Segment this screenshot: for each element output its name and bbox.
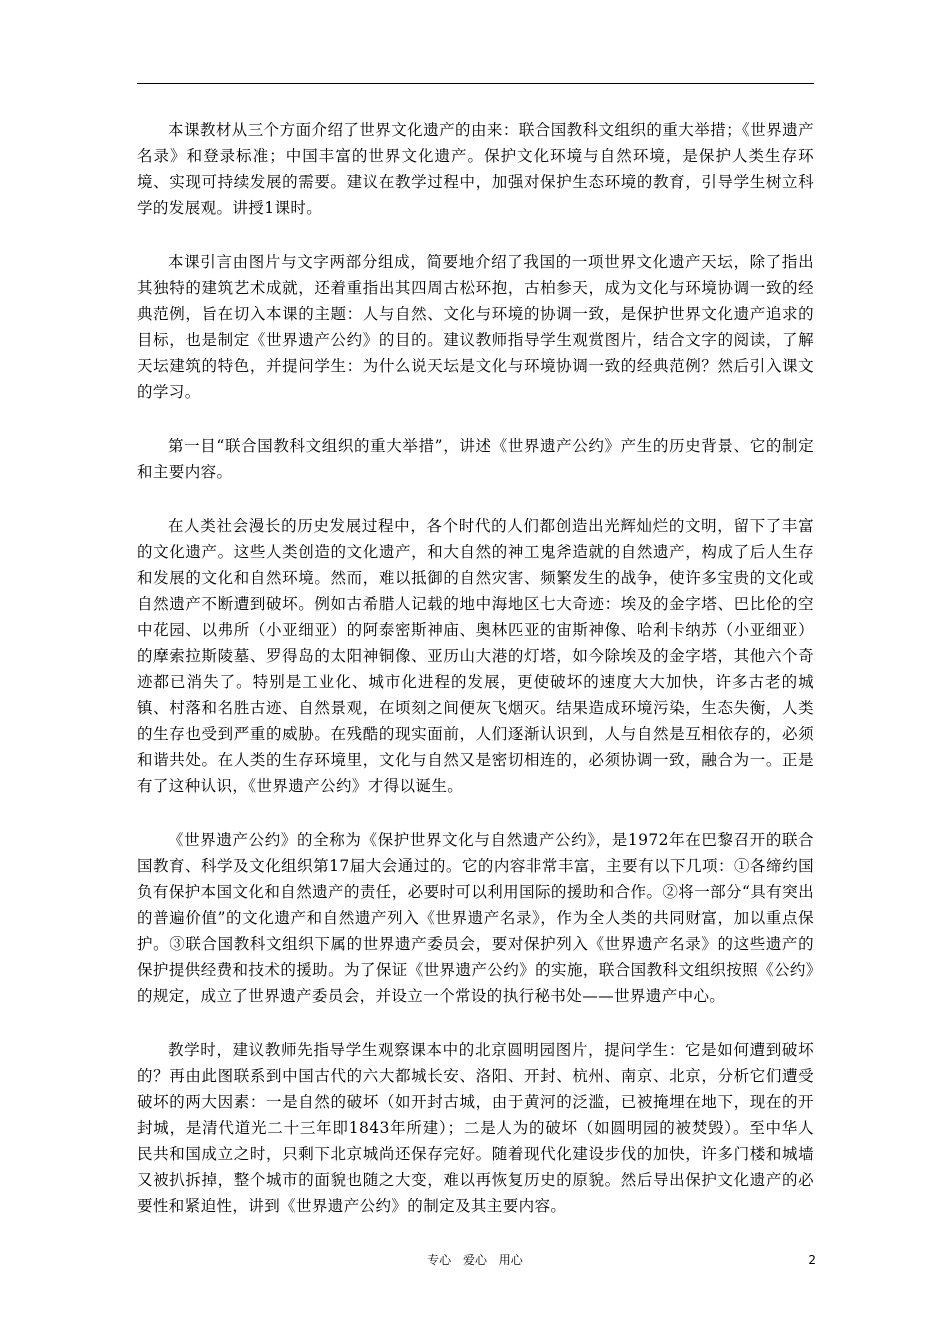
paragraph-intro: 本课教材从三个方面介绍了世界文化遗产的由来：联合国教科文组织的重大举措；《世界遗产名录》和登录标准；中国丰富的世界文化遗产。保护文化环境与自然环境，是保护人类生存环境、实现可持续发展的需要。建议在教学过程中，加强对保护生态环境的教育，引导学生树立科学的发展观。讲授1课时。 (137, 121, 814, 217)
paragraph-section-one: 第一目“联合国教科文组织的重大举措”，讲述《世界遗产公约》产生的历史背景、它的制定和主要内容。 (137, 437, 814, 481)
page-footer (0, 1250, 950, 1270)
paragraph-convention: 《世界遗产公约》的全称为《保护世界文化与自然遗产公约》，是1972年在巴黎召开的联合国教育、科学及文化组织第17届大会通过的。它的内容非常丰富，主要有以下几项：①各缔约国负有保护本国文化和自然遗产的责任，必要时可以利用国际的援助和合作。②将一部分“具有突出的普遍价值”的文化遗产和自然遗产列入《世界遗产名录》，作为全人类的共同财富，加以重点保护。③联合国教科文组织下属的世界遗产委员会，要对保护列入《世界遗产名录》的这些遗产的保护提供经费和技术的援助。为了保证《世界遗产公约》的实施，联合国教科文组织按照《公约》的规定，成立了世界遗产委员会，并设立一个常设的执行秘书处——世界遗产中心。 (137, 831, 814, 1005)
paragraph-teaching: 教学时，建议教师先指导学生观察课本中的北京圆明园图片，提问学生：它是如何遭到破坏的？再由此图联系到中国古代的六大都城长安、洛阳、开封、杭州、南京、北京，分析它们遭受破坏的两大因素：一是自然的破坏（如开封古城，由于黄河的泛滥，已被掩埋在地下，现在的开封城，是清代道光二十三年即1843年所建）；二是人为的破坏（如圆明园的被焚毁）。至中华人民共和国成立之时，只剩下北京城尚还保存完好。随着现代化建设步伐的加快，许多门楼和城墙又被扒拆掉，整个城市的面貌也随之大变，难以再恢复历史的原貌。然后导出保护文化遗产的必要性和紧迫性，讲到《世界遗产公约》的制定及其主要内容。 (137, 1041, 814, 1215)
paragraph-background: 在人类社会漫长的历史发展过程中，各个时代的人们都创造出光辉灿烂的文明，留下了丰富的文化遗产。这些人类创造的文化遗产，和大自然的神工鬼斧造就的自然遗产，构成了后人生存和发展的文化和自然环境。然而，难以抵御的自然灾害、频繁发生的战争，使许多宝贵的文化或自然遗产不断遭到破坏。例如古希腊人记载的地中海地区七大奇迹：埃及的金字塔、巴比伦的空中花园、以弗所（小亚细亚）的阿泰密斯神庙、奥林匹亚的宙斯神像、哈利卡纳苏（小亚细亚）的摩索拉斯陵墓、罗得岛的太阳神铜像、亚历山大港的灯塔，如今除埃及的金字塔，其他六个奇迹都已消失了。特别是工业化、城市化进程的发展，更使破坏的速度大大加快，许多古老的城镇、村落和名胜古迹、自然景观，在顷刻之间便灰飞烟灭。结果造成环境污染，生态失衡，人类的生存也受到严重的威胁。在残酷的现实面前，人们逐渐认识到，人与自然是互相依存的，必须和谐共处。在人类的生存环境里，文化与自然又是密切相连的，必须协调一致，融合为一。正是有了这种认识，《世界遗产公约》才得以诞生。 (137, 517, 814, 795)
page-number: 2 (808, 1253, 816, 1267)
paragraph-lead-in: 本课引言由图片与文字两部分组成，简要地介绍了我国的一项世界文化遗产天坛，除了指出其独特的建筑艺术成就，还着重指出其四周古松环抱，古柏参天，成为文化与环境协调一致的经典范例，旨在切入本课的主题：人与自然、文化与环境的协调一致，是保护世界文化遗产追求的目标，也是制定《世界遗产公约》的目的。建议教师指导学生观赏图片，结合文字的阅读，了解天坛建筑的特色，并提问学生：为什么说天坛是文化与环境协调一致的经典范例？然后引入课文的学习。 (137, 253, 814, 401)
header-rule (137, 83, 814, 84)
document-body (137, 117, 814, 1247)
footer-motto: 专心 爱心 用心 (427, 1253, 523, 1267)
